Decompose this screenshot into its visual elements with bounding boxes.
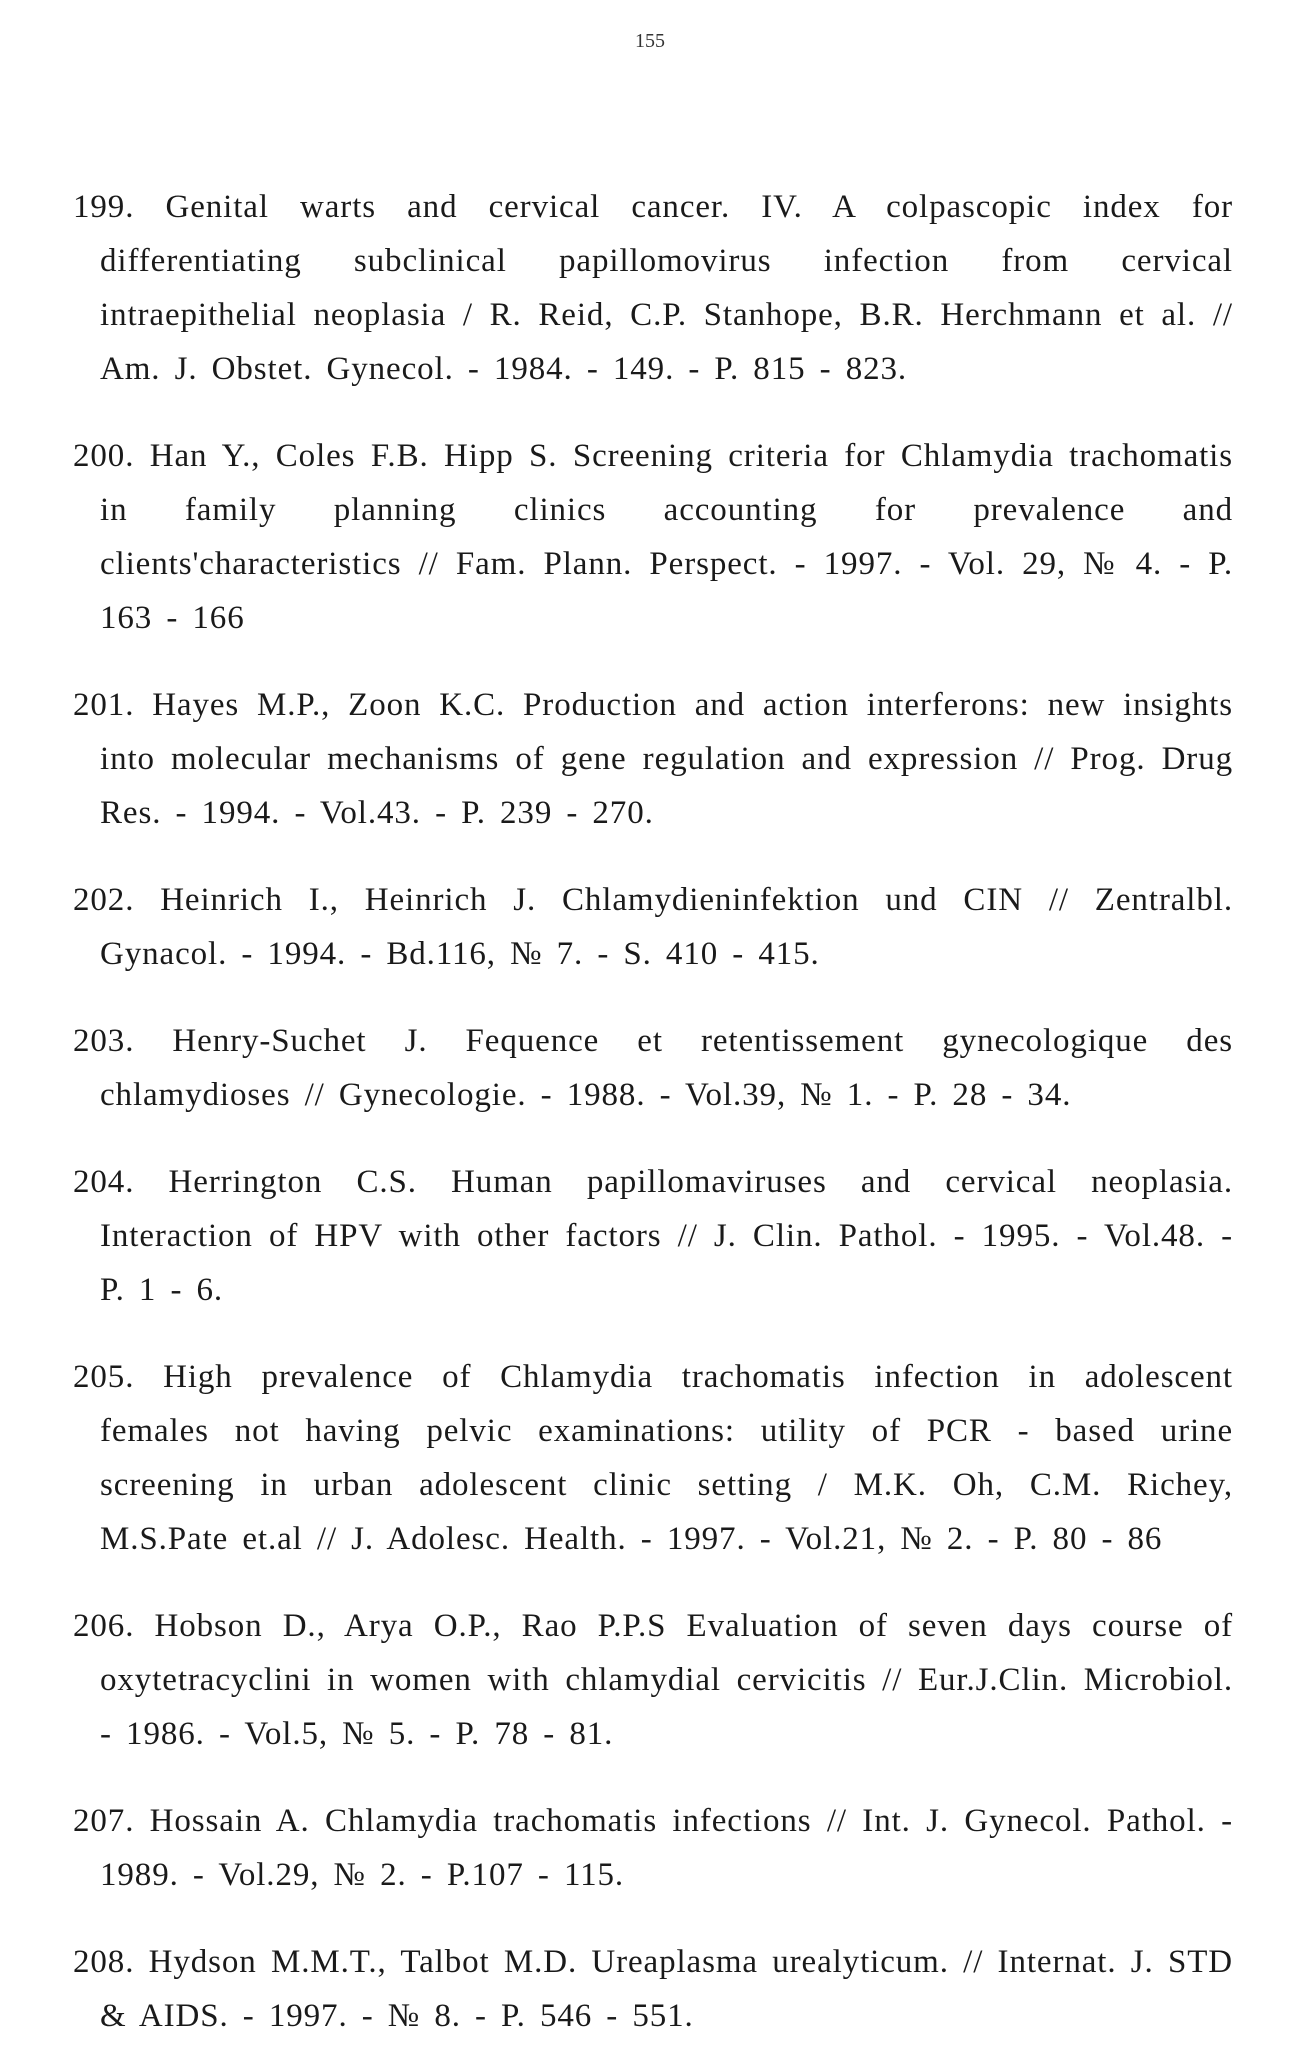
reference-item-204: 204. Herrington C.S. Human papillomaviruses and cervical neoplasia. Interaction of HPV with other factors // J. Clin. Pathol. - 1995. - Vol.48. - P. 1 - 6. [73, 1164, 1233, 1308]
reference-item-205: 205. High prevalence of Chlamydia trachomatis infection in adolescent females not having pelvic examinations: utility of PCR - based urine screening in urban adolescent clinic setting / M.K. Oh, C.M. Richey, M.S.Pate et.al // J. Adolesc. Health. - 1997. - Vol.21, № 2. - P. 80 - 86 [73, 1359, 1233, 1557]
reference-item-201: 201. Hayes M.P., Zoon K.C. Production and action interferons: new insights into molecular mechanisms of gene regulation and expression // Prog. Drug Res. - 1994. - Vol.43. - P. 239 - 270. [73, 687, 1233, 831]
reference-item-203: 203. Henry-Suchet J. Fequence et retentissement gynecologique des chlamydioses // Gynecologie. - 1988. - Vol.39, № 1. - P. 28 - 34. [73, 1023, 1233, 1113]
reference-item-199: 199. Genital warts and cervical cancer. IV. A colpascopic index for differentiating subclinical papillomovirus infection from cervical intraepithelial neoplasia / R. Reid, C.P. Stanhope, B.R. Herchmann et al. // Am. J. Obstet. Gynecol. - 1984. - 149. - P. 815 - 823. [73, 189, 1233, 387]
reference-item-206: 206. Hobson D., Arya O.P., Rao P.P.S Evaluation of seven days course of oxytetracyclini in women with chlamydial cervicitis // Eur.J.Clin. Microbiol. - 1986. - Vol.5, № 5. - P. 78 - 81. [73, 1608, 1233, 1752]
reference-item-202: 202. Heinrich I., Heinrich J. Chlamydieninfektion und CIN // Zentralbl. Gynacol. - 1994. - Bd.116, № 7. - S. 410 - 415. [73, 882, 1233, 972]
page-number: 155 [635, 30, 665, 52]
reference-item-208: 208. Hydson M.M.T., Talbot M.D. Ureaplasma urealyticum. // Internat. J. STD & AIDS. - 1997. - № 8. - P. 546 - 551. [73, 1944, 1233, 2034]
reference-item-207: 207. Hossain A. Chlamydia trachomatis infections // Int. J. Gynecol. Pathol. - 1989. - Vol.29, № 2. - P.107 - 115. [73, 1803, 1233, 1893]
reference-item-200: 200. Han Y., Coles F.B. Hipp S. Screening criteria for Chlamydia trachomatis in family planning clinics accounting for prevalence and clients'characteristics // Fam. Plann. Perspect. - 1997. - Vol. 29, № 4. - P. 163 - 166 [73, 438, 1233, 636]
reference-list [73, 147, 1233, 2061]
